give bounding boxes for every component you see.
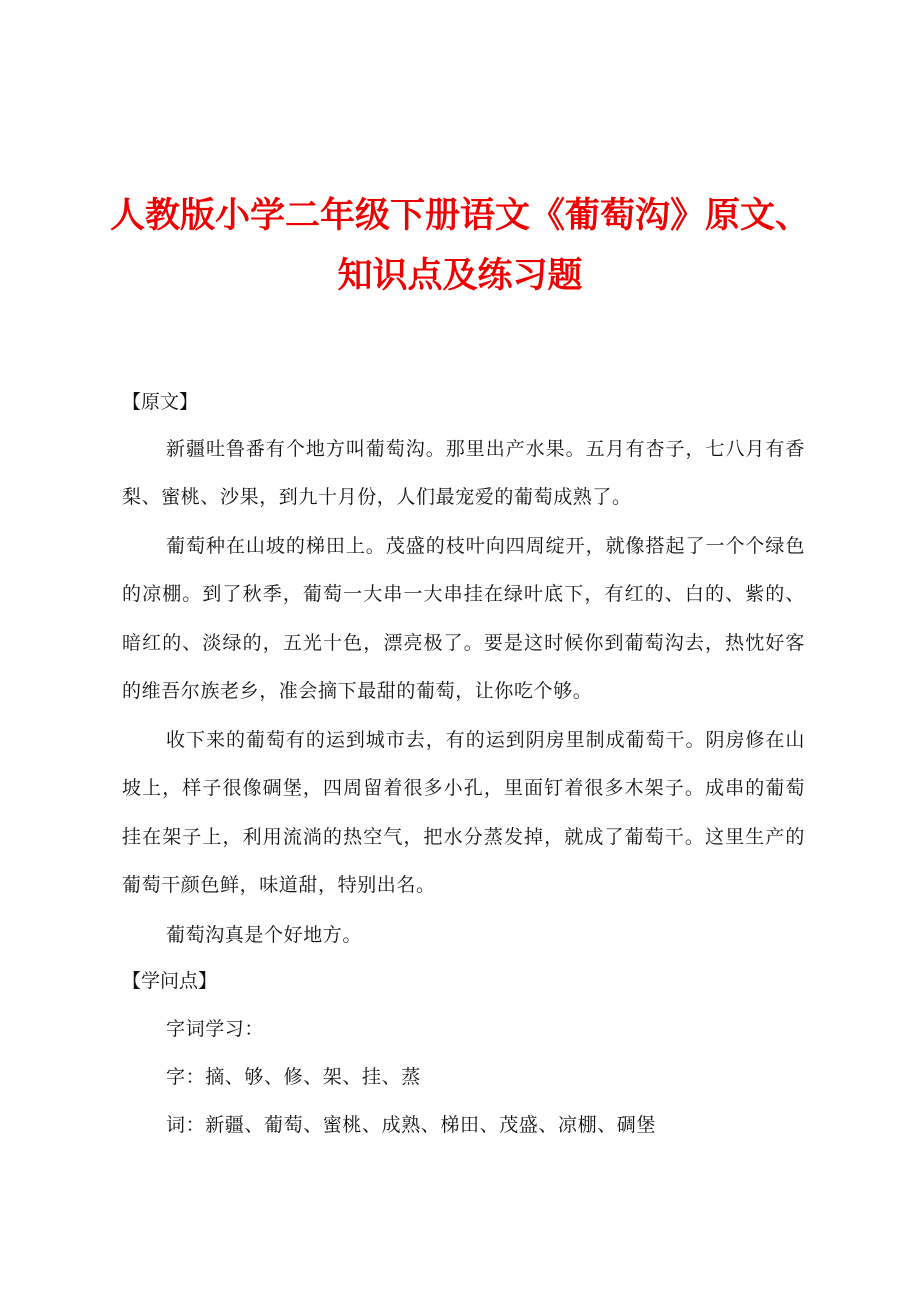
document-title-line-2: 知识点及练习题: [337, 255, 583, 296]
vocabulary-subheading: 字词学习：: [166, 1018, 265, 1040]
section-label-knowledge-points: 【学问点】: [122, 970, 218, 992]
document-title-line-1: 人教版小学二年级下册语文《葡萄沟》原文、: [109, 195, 810, 236]
section-label-original-text: 【原文】: [122, 391, 199, 413]
paragraph-1: 新疆吐鲁番有个地方叫葡萄沟。那里出产水果。五月有杏子，七八月有香梨、蜜桃、沙果，到九十月份，人们最宠爱的葡萄成熟了。: [122, 438, 805, 509]
paragraph-3: 收下来的葡萄有的运到城市去，有的运到阴房里制成葡萄干。阴房修在山坡上，样子很像碉堡，四周留着很多小孔，里面钉着很多木架子。成串的葡萄挂在架子上，利用流淌的热空气，把水分蒸发掉，就成了葡萄干。这里生产的葡萄干颜色鲜，味道甜，特别出名。: [122, 729, 805, 897]
paragraph-2: 葡萄种在山坡的梯田上。茂盛的枝叶向四周绽开，就像搭起了一个个绿色的凉棚。到了秋季，葡萄一大串一大串挂在绿叶底下，有红的、白的、紫的、暗红的、淡绿的，五光十色，漂亮极了。要是这时候你到葡萄沟去，热忱好客的维吾尔族老乡，准会摘下最甜的葡萄，让你吃个够。: [122, 535, 805, 703]
characters-list: 字：摘、够、修、架、挂、蒸: [166, 1066, 421, 1088]
paragraph-4: 葡萄沟真是个好地方。: [166, 924, 363, 946]
words-list: 词：新疆、葡萄、蜜桃、成熟、梯田、茂盛、凉棚、碉堡: [166, 1114, 657, 1136]
